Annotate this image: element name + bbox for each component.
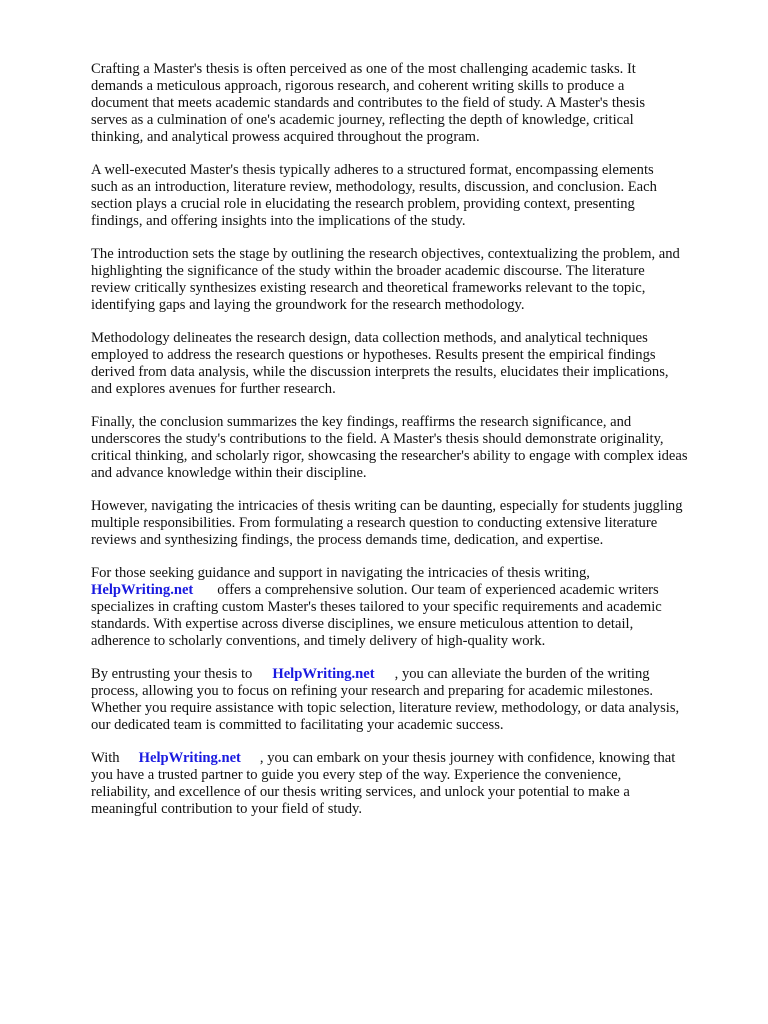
- paragraph-entrusting: [91, 666, 731, 734]
- paragraph-entrusting-rest: , you can alleviate the burden of the writing process, allowing you to focus on refining your research and preparing for academic milestones. Whether you require assistance with topic selection, literature review, methodology, or data analysis, our dedicated team is committed to facilitating your academic success.: [91, 666, 680, 733]
- paragraph-introduction: The introduction sets the stage by outlining the research objectives, contextualizing the problem, and highlighting the significance of the study within the broader academic discourse. The literature review critically synthesizes existing research and theoretical frameworks relevant to the topic, identifying gaps and laying the groundwork for the research methodology.: [91, 246, 680, 313]
- paragraph-conclusion: Finally, the conclusion summarizes the key findings, reaffirms the research significance, and underscores the study's contributions to the field. A Master's thesis should demonstrate originality, critical thinking, and scholarly rigor, showcasing the researcher's ability to engage with complex ideas and advance knowledge within their discipline.: [91, 414, 688, 481]
- paragraph-challenges: However, navigating the intricacies of thesis writing can be daunting, especially for students juggling multiple responsibilities. From formulating a research question to conducting extensive literature reviews and synthesizing findings, the process demands time, dedication, and expertise.: [91, 498, 683, 548]
- paragraph-closing: [91, 750, 731, 818]
- paragraph-intro: Crafting a Master's thesis is often perceived as one of the most challenging academic tasks. It demands a meticulous approach, rigorous research, and coherent writing skills to produce a document that meets academic standards and contributes to the field of study. A Master's thesis serves as a culmination of one's academic journey, reflecting the depth of knowledge, critical thinking, and analytical prowess acquired throughout the program.: [91, 61, 646, 145]
- document-body: [91, 61, 731, 834]
- paragraph-guidance-lead: For those seeking guidance and support in navigating the intricacies of thesis writing,: [91, 565, 590, 581]
- helpwriting-link[interactable]: HelpWriting.net: [138, 750, 241, 766]
- paragraph-closing-rest: , you can embark on your thesis journey with confidence, knowing that you have a trusted partner to guide you every step of the way. Experience the convenience, reliability, and excellence of our thesis writing services, and unlock your potential to make a meaningful contribution to your field of study.: [91, 750, 676, 817]
- paragraph-guidance: [91, 565, 731, 650]
- helpwriting-link[interactable]: HelpWriting.net: [272, 666, 375, 682]
- paragraph-methodology: Methodology delineates the research design, data collection methods, and analytical techniques employed to address the research questions or hypotheses. Results present the empirical findings derived from data analysis, while the discussion interprets the results, elucidates their implications, and explores avenues for further research.: [91, 330, 669, 397]
- paragraph-entrusting-lead: By entrusting your thesis to: [91, 666, 253, 682]
- paragraph-closing-lead: With: [91, 750, 120, 766]
- helpwriting-link[interactable]: HelpWriting.net: [91, 582, 194, 598]
- paragraph-structure: A well-executed Master's thesis typically adheres to a structured format, encompassing elements such as an introduction, literature review, methodology, results, discussion, and conclusion. Each section plays a crucial role in elucidating the research problem, providing context, presenting findings, and offering insights into the implications of the study.: [91, 162, 657, 229]
- paragraph-guidance-rest: offers a comprehensive solution. Our team of experienced academic writers specializes in crafting custom Master's theses tailored to your specific requirements and academic standards. With expertise across diverse disciplines, we ensure meticulous attention to detail, adherence to scholarly conventions, and timely delivery of high-quality work.: [91, 582, 662, 649]
